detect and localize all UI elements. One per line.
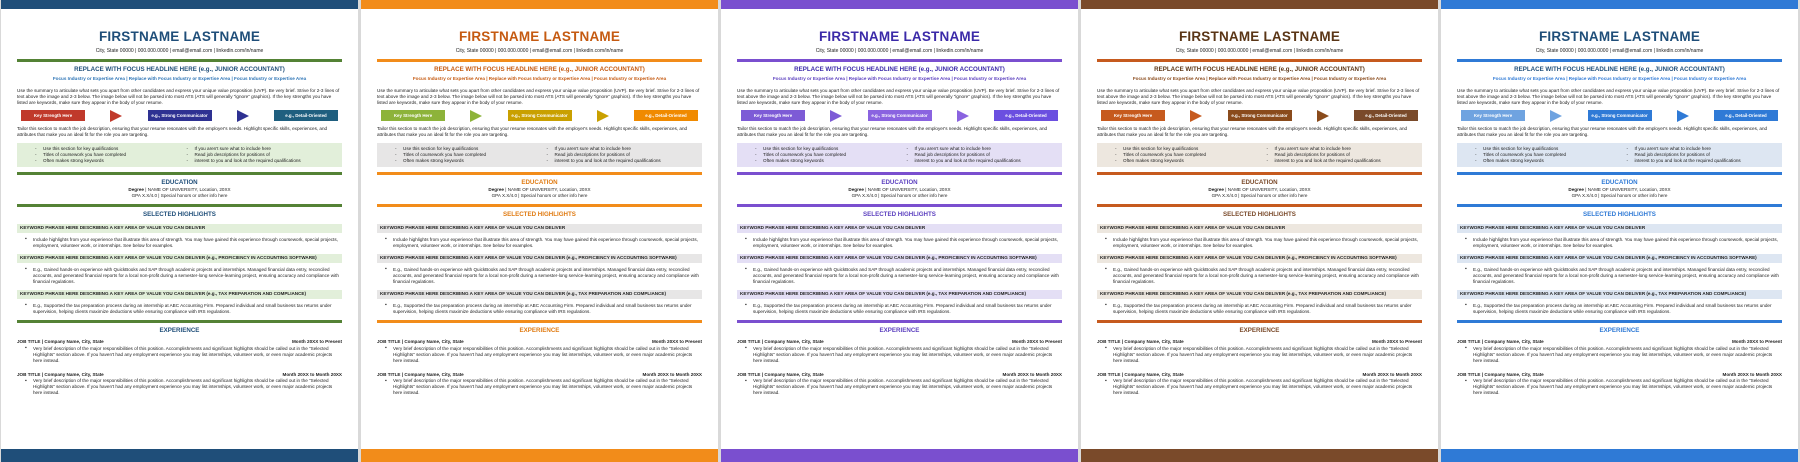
job-title: JOB TITLE | Company Name, City, State bbox=[1457, 338, 1544, 344]
job-dates: Month 20XX to Month 20XX bbox=[1722, 371, 1782, 377]
job-dates: Month 20XX to Present bbox=[291, 338, 342, 344]
strength-chip: e.g., Detail-Oriented bbox=[994, 110, 1058, 121]
gpa-line: GPA X.X/4.0 | Special honors or other info here bbox=[851, 192, 948, 198]
gpa-line: GPA X.X/4.0 | Special honors or other info here bbox=[1571, 192, 1668, 198]
highlight-bullet: ▪ E.g., Gained hands-on experience with QuickBooks and SAP through academic projects and internships. Managed financial data entry, reconciled accounts, and generated financial reports for a local non-profit during a semester-long service-learning project, ensuring accuracy and compliance with financial regulations. bbox=[17, 267, 342, 285]
focus-subheadline: Focus Industry or Expertise Area | Replace with Focus Industry or Expertise Area | Focus Industry or Expertise Area bbox=[1132, 76, 1387, 82]
strength-chip: e.g., Strong Communicator bbox=[508, 110, 572, 121]
bottom-color-bar bbox=[1, 449, 358, 462]
experience-title: EXPERIENCE bbox=[159, 326, 200, 334]
list-item: - Use this section for key qualifications bbox=[1475, 146, 1613, 152]
experience-title: EXPERIENCE bbox=[519, 326, 560, 334]
keywords-right-list bbox=[907, 146, 1045, 164]
job-header bbox=[737, 372, 1062, 378]
list-item: - Use this section for key qualifications bbox=[755, 146, 893, 152]
job-title: JOB TITLE | Company Name, City, State bbox=[1457, 371, 1544, 377]
job-dates: Month 20XX to Month 20XX bbox=[1002, 371, 1062, 377]
arrow-right-icon bbox=[110, 110, 122, 122]
job-dates: Month 20XX to Present bbox=[1371, 338, 1422, 344]
degree-label: Degree bbox=[1208, 186, 1224, 192]
arrow-right-icon bbox=[237, 110, 249, 122]
divider bbox=[1097, 320, 1422, 323]
keywords-box bbox=[1097, 143, 1422, 167]
job-description: ▪ Very brief description of the major responsibilities of this position. Accomplishments and significant highlights should be called out in the "Selected Highlights" section above. If you haven't had any employment experience you may list internships, volunteer work, or even major academic projects here instead. bbox=[377, 378, 702, 396]
job-header bbox=[737, 339, 1062, 345]
summary-text: Use the summary to articulate what sets you apart from other candidates and express your unique value proposition (UVP). Be very brief. Strive for 2-3 lines of text above the image and 2-3 below. The image below will not be parsed into most ATS (ATS will generally "ignore" graphics). If the key strengths you have listed are keywords, make sure they appear in the body of your resume. bbox=[1457, 88, 1780, 106]
top-color-bar bbox=[1, 0, 358, 9]
keyword-phrase: KEYWORD PHRASE HERE DESCRIBING A KEY AREA OF VALUE YOU CAN DELIVER (e.g., PROFICIENCY IN ACCOUNTING SOFTWARE) bbox=[737, 254, 1062, 263]
keyword-phrase: KEYWORD PHRASE HERE DESCRIBING A KEY AREA OF VALUE YOU CAN DELIVER (e.g., PROFICIENCY IN ACCOUNTING SOFTWARE) bbox=[1457, 254, 1782, 263]
education-title: EDUCATION bbox=[1241, 178, 1278, 186]
divider bbox=[377, 204, 702, 207]
keyword-phrase: KEYWORD PHRASE HERE DESCRIBING A KEY AREA OF VALUE YOU CAN DELIVER (e.g., PROFICIENCY IN ACCOUNTING SOFTWARE) bbox=[1097, 254, 1422, 263]
keywords-box bbox=[17, 143, 342, 167]
job-description: ▪ Very brief description of the major responsibilities of this position. Accomplishments and significant highlights should be called out in the "Selected Highlights" section above. If you haven't had any employment experience you may list internships, volunteer work, or even major academic projects here instead. bbox=[1097, 378, 1422, 396]
keywords-right-list bbox=[547, 146, 685, 164]
strength-chip: Key Strength Here bbox=[381, 110, 445, 121]
degree-label: Degree bbox=[488, 186, 504, 192]
job-header bbox=[1457, 372, 1782, 378]
job-description: ▪ Very brief description of the major responsibilities of this position. Accomplishments and significant highlights should be called out in the "Selected Highlights" section above. If you haven't had any employment experience you may list internships, volunteer work, or even major academic projects here instead. bbox=[1457, 346, 1782, 364]
job-header bbox=[17, 339, 342, 345]
divider bbox=[737, 59, 1062, 62]
focus-headline: REPLACE WITH FOCUS HEADLINE HERE (e.g., JUNIOR ACCOUNTANT) bbox=[1154, 66, 1365, 74]
list-item: - If you aren't sure what to include here bbox=[1627, 146, 1765, 152]
focus-headline: REPLACE WITH FOCUS HEADLINE HERE (e.g., JUNIOR ACCOUNTANT) bbox=[434, 66, 645, 74]
job-dates: Month 20XX to Present bbox=[1011, 338, 1062, 344]
job-header bbox=[377, 339, 702, 345]
strength-chip: Key Strength Here bbox=[21, 110, 85, 121]
highlights-title: SELECTED HIGHLIGHTS bbox=[1583, 210, 1656, 218]
list-item: - Often makes strong keywords bbox=[1115, 158, 1253, 164]
keywords-left-list bbox=[395, 146, 533, 164]
job-header bbox=[1097, 372, 1422, 378]
degree-detail: | NAME OF UNIVERSITY, Location, 20XX bbox=[143, 186, 231, 192]
experience-title: EXPERIENCE bbox=[1599, 326, 1640, 334]
key-strengths-graphic bbox=[741, 110, 1058, 122]
key-strengths-graphic bbox=[1461, 110, 1778, 122]
list-item: - interest to you and look at the required qualifications bbox=[1627, 158, 1765, 164]
list-item: - interest to you and look at the required qualifications bbox=[907, 158, 1045, 164]
focus-headline: REPLACE WITH FOCUS HEADLINE HERE (e.g., JUNIOR ACCOUNTANT) bbox=[74, 66, 285, 74]
divider bbox=[17, 320, 342, 323]
job-title: JOB TITLE | Company Name, City, State bbox=[377, 371, 464, 377]
highlight-bullet: ▪ E.g., Gained hands-on experience with QuickBooks and SAP through academic projects and internships. Managed financial data entry, reconciled accounts, and generated financial reports for a local non-profit during a semester-long service-learning project, ensuring accuracy and compliance with financial regulations. bbox=[1097, 267, 1422, 285]
tailor-text: Tailor this section to match the job description, ensuring that your resume resonates with the employer's needs. Highlight specific skills, experiences, and attributes that make you an ideal fit for the role you are targeting. bbox=[17, 125, 328, 137]
arrow-right-icon bbox=[1677, 110, 1689, 122]
list-item: - If you aren't sure what to include here bbox=[907, 146, 1045, 152]
degree-label: Degree bbox=[848, 186, 864, 192]
tailor-text: Tailor this section to match the job description, ensuring that your resume resonates with the employer's needs. Highlight specific skills, experiences, and attributes that make you an ideal fit for the role you are targeting. bbox=[737, 125, 1048, 137]
focus-subheadline: Focus Industry or Expertise Area | Replace with Focus Industry or Expertise Area | Focus Industry or Expertise Area bbox=[1492, 76, 1747, 82]
job-title: JOB TITLE | Company Name, City, State bbox=[377, 338, 464, 344]
divider bbox=[17, 204, 342, 207]
tailor-text: Tailor this section to match the job description, ensuring that your resume resonates with the employer's needs. Highlight specific skills, experiences, and attributes that make you an ideal fit for the role you are targeting. bbox=[1457, 125, 1768, 137]
highlight-bullet: ▪ Include highlights from your experience that illustrate this area of strength. You may have gained this experience through coursework, special projects, employment, volunteer work, or internships. See below for examples. bbox=[737, 237, 1062, 249]
job-description: ▪ Very brief description of the major responsibilities of this position. Accomplishments and significant highlights should be called out in the "Selected Highlights" section above. If you haven't had any employment experience you may list internships, volunteer work, or even major academic projects here instead. bbox=[1457, 378, 1782, 396]
job-description: ▪ Very brief description of the major responsibilities of this position. Accomplishments and significant highlights should be called out in the "Selected Highlights" section above. If you haven't had any employment experience you may list internships, volunteer work, or even major academic projects here instead. bbox=[17, 378, 342, 396]
education-title: EDUCATION bbox=[1601, 178, 1638, 186]
keywords-right-list bbox=[1267, 146, 1405, 164]
job-title: JOB TITLE | Company Name, City, State bbox=[1097, 371, 1184, 377]
list-item: - Titles of coursework you have completed bbox=[1115, 152, 1253, 158]
highlight-bullet: ▪ E.g., Supported the tax preparation process during an internship at ABC Accounting Firm. Prepared individual and small business tax returns under supervision, helping clients maximize deductions while ensuring compliance with IRS regulations. bbox=[1457, 303, 1782, 315]
list-item: - Use this section for key qualifications bbox=[395, 146, 533, 152]
contact-line: City, State 00000 | 000.000.0000 | email@email.com | linkedin.com/in/name bbox=[1175, 47, 1344, 54]
job-description: ▪ Very brief description of the major responsibilities of this position. Accomplishments and significant highlights should be called out in the "Selected Highlights" section above. If you haven't had any employment experience you may list internships, volunteer work, or even major academic projects here instead. bbox=[737, 346, 1062, 364]
strength-chip: e.g., Strong Communicator bbox=[148, 110, 212, 121]
candidate-name: FIRSTNAME LASTNAME bbox=[458, 29, 621, 44]
degree-label: Degree bbox=[1568, 186, 1584, 192]
divider bbox=[737, 204, 1062, 207]
strength-chip: Key Strength Here bbox=[1461, 110, 1525, 121]
list-item: - Titles of coursework you have completed bbox=[35, 152, 173, 158]
strength-chip: e.g., Strong Communicator bbox=[1588, 110, 1652, 121]
highlight-bullet: ▪ Include highlights from your experience that illustrate this area of strength. You may have gained this experience through coursework, special projects, employment, volunteer work, or internships. See below for examples. bbox=[17, 237, 342, 249]
bottom-color-bar bbox=[1441, 449, 1798, 462]
summary-text: Use the summary to articulate what sets you apart from other candidates and express your unique value proposition (UVP). Be very brief. Strive for 2-3 lines of text above the image and 2-3 below. The image below will not be parsed into most ATS (ATS will generally "ignore" graphics). If the key strengths you have listed are keywords, make sure they appear in the body of your resume. bbox=[377, 88, 700, 106]
summary-text: Use the summary to articulate what sets you apart from other candidates and express your unique value proposition (UVP). Be very brief. Strive for 2-3 lines of text above the image and 2-3 below. The image below will not be parsed into most ATS (ATS will generally "ignore" graphics). If the key strengths you have listed are keywords, make sure they appear in the body of your resume. bbox=[1097, 88, 1420, 106]
strength-chip: e.g., Strong Communicator bbox=[1228, 110, 1292, 121]
resume-page bbox=[361, 0, 718, 462]
divider bbox=[377, 59, 702, 62]
arrow-right-icon bbox=[470, 110, 482, 122]
focus-headline: REPLACE WITH FOCUS HEADLINE HERE (e.g., JUNIOR ACCOUNTANT) bbox=[794, 66, 1005, 74]
top-color-bar bbox=[361, 0, 718, 9]
job-title: JOB TITLE | Company Name, City, State bbox=[737, 338, 824, 344]
job-dates: Month 20XX to Month 20XX bbox=[642, 371, 702, 377]
list-item: - interest to you and look at the required qualifications bbox=[187, 158, 325, 164]
job-header bbox=[17, 372, 342, 378]
job-header bbox=[377, 372, 702, 378]
highlight-bullet: ▪ E.g., Gained hands-on experience with QuickBooks and SAP through academic projects and internships. Managed financial data entry, reconciled accounts, and generated financial reports for a local non-profit during a semester-long service-learning project, ensuring accuracy and compliance with financial regulations. bbox=[377, 267, 702, 285]
resume-page bbox=[1441, 0, 1798, 462]
resume-page bbox=[721, 0, 1078, 462]
degree-detail: | NAME OF UNIVERSITY, Location, 20XX bbox=[1583, 186, 1671, 192]
keywords-box bbox=[737, 143, 1062, 167]
keywords-right-list bbox=[1627, 146, 1765, 164]
divider bbox=[737, 320, 1062, 323]
divider bbox=[377, 320, 702, 323]
top-color-bar bbox=[1081, 0, 1438, 9]
arrow-right-icon bbox=[597, 110, 609, 122]
summary-text: Use the summary to articulate what sets you apart from other candidates and express your unique value proposition (UVP). Be very brief. Strive for 2-3 lines of text above the image and 2-3 below. The image below will not be parsed into most ATS (ATS will generally "ignore" graphics). If the key strengths you have listed are keywords, make sure they appear in the body of your resume. bbox=[17, 88, 340, 106]
arrow-right-icon bbox=[1550, 110, 1562, 122]
list-item: - If you aren't sure what to include here bbox=[1267, 146, 1405, 152]
arrow-right-icon bbox=[1317, 110, 1329, 122]
list-item: - interest to you and look at the required qualifications bbox=[547, 158, 685, 164]
keyword-phrase: KEYWORD PHRASE HERE DESCRIBING A KEY AREA OF VALUE YOU CAN DELIVER (e.g., TAX PREPARATION AND COMPLIANCE) bbox=[17, 290, 342, 299]
strength-chip: e.g., Detail-Oriented bbox=[634, 110, 698, 121]
keyword-phrase: KEYWORD PHRASE HERE DESCRIBING A KEY AREA OF VALUE YOU CAN DELIVER (e.g., PROFICIENCY IN ACCOUNTING SOFTWARE) bbox=[17, 254, 342, 263]
candidate-name: FIRSTNAME LASTNAME bbox=[1538, 29, 1701, 44]
gpa-line: GPA X.X/4.0 | Special honors or other info here bbox=[491, 192, 588, 198]
top-color-bar bbox=[721, 0, 1078, 9]
top-color-bar bbox=[1441, 0, 1798, 9]
job-header bbox=[1457, 339, 1782, 345]
contact-line: City, State 00000 | 000.000.0000 | email@email.com | linkedin.com/in/name bbox=[95, 47, 264, 54]
summary-text: Use the summary to articulate what sets you apart from other candidates and express your unique value proposition (UVP). Be very brief. Strive for 2-3 lines of text above the image and 2-3 below. The image below will not be parsed into most ATS (ATS will generally "ignore" graphics). If the key strengths you have listed are keywords, make sure they appear in the body of your resume. bbox=[737, 88, 1060, 106]
education-title: EDUCATION bbox=[521, 178, 558, 186]
focus-headline: REPLACE WITH FOCUS HEADLINE HERE (e.g., JUNIOR ACCOUNTANT) bbox=[1514, 66, 1725, 74]
job-dates: Month 20XX to Present bbox=[651, 338, 702, 344]
job-header bbox=[1097, 339, 1422, 345]
list-item: - Often makes strong keywords bbox=[755, 158, 893, 164]
divider bbox=[1457, 204, 1782, 207]
strength-chip: Key Strength Here bbox=[1101, 110, 1165, 121]
keywords-right-list bbox=[187, 146, 325, 164]
resume-page bbox=[1081, 0, 1438, 462]
list-item: - Read job descriptions for positions of bbox=[547, 152, 685, 158]
divider bbox=[17, 59, 342, 62]
divider bbox=[377, 172, 702, 175]
job-title: JOB TITLE | Company Name, City, State bbox=[737, 371, 824, 377]
keywords-box bbox=[1457, 143, 1782, 167]
bottom-color-bar bbox=[361, 449, 718, 462]
keyword-phrase: KEYWORD PHRASE HERE DESCRIBING A KEY AREA OF VALUE YOU CAN DELIVER (e.g., PROFICIENCY IN ACCOUNTING SOFTWARE) bbox=[377, 254, 702, 263]
tailor-text: Tailor this section to match the job description, ensuring that your resume resonates with the employer's needs. Highlight specific skills, experiences, and attributes that make you an ideal fit for the role you are targeting. bbox=[1097, 125, 1408, 137]
strength-chip: e.g., Detail-Oriented bbox=[1714, 110, 1778, 121]
highlights-title: SELECTED HIGHLIGHTS bbox=[1223, 210, 1296, 218]
arrow-right-icon bbox=[957, 110, 969, 122]
experience-title: EXPERIENCE bbox=[879, 326, 920, 334]
job-dates: Month 20XX to Present bbox=[1731, 338, 1782, 344]
contact-line: City, State 00000 | 000.000.0000 | email@email.com | linkedin.com/in/name bbox=[1535, 47, 1704, 54]
keyword-phrase: KEYWORD PHRASE HERE DESCRIBING A KEY AREA OF VALUE YOU CAN DELIVER (e.g., TAX PREPARATION AND COMPLIANCE) bbox=[1097, 290, 1422, 299]
highlight-bullet: ▪ Include highlights from your experience that illustrate this area of strength. You may have gained this experience through coursework, special projects, employment, volunteer work, or internships. See below for examples. bbox=[1457, 237, 1782, 249]
job-title: JOB TITLE | Company Name, City, State bbox=[17, 371, 104, 377]
education-title: EDUCATION bbox=[881, 178, 918, 186]
divider bbox=[17, 172, 342, 175]
arrow-right-icon bbox=[1190, 110, 1202, 122]
candidate-name: FIRSTNAME LASTNAME bbox=[818, 29, 981, 44]
list-item: - If you aren't sure what to include here bbox=[187, 146, 325, 152]
job-description: ▪ Very brief description of the major responsibilities of this position. Accomplishments and significant highlights should be called out in the "Selected Highlights" section above. If you haven't had any employment experience you may list internships, volunteer work, or even major academic projects here instead. bbox=[1097, 346, 1422, 364]
highlights-title: SELECTED HIGHLIGHTS bbox=[503, 210, 576, 218]
divider bbox=[1457, 320, 1782, 323]
keyword-phrase: KEYWORD PHRASE HERE DESCRIBING A KEY AREA OF VALUE YOU CAN DELIVER (e.g., TAX PREPARATION AND COMPLIANCE) bbox=[1457, 290, 1782, 299]
key-strengths-graphic bbox=[1101, 110, 1418, 122]
gpa-line: GPA X.X/4.0 | Special honors or other info here bbox=[131, 192, 228, 198]
list-item: - Titles of coursework you have completed bbox=[395, 152, 533, 158]
list-item: - Read job descriptions for positions of bbox=[907, 152, 1045, 158]
candidate-name: FIRSTNAME LASTNAME bbox=[1178, 29, 1341, 44]
bottom-color-bar bbox=[1081, 449, 1438, 462]
strength-chip: e.g., Detail-Oriented bbox=[274, 110, 338, 121]
list-item: - Titles of coursework you have completed bbox=[755, 152, 893, 158]
highlight-bullet: ▪ Include highlights from your experience that illustrate this area of strength. You may have gained this experience through coursework, special projects, employment, volunteer work, or internships. See below for examples. bbox=[377, 237, 702, 249]
keyword-phrase: KEYWORD PHRASE HERE DESCRIBING A KEY AREA OF VALUE YOU CAN DELIVER bbox=[1097, 224, 1422, 233]
divider bbox=[1097, 172, 1422, 175]
bottom-color-bar bbox=[721, 449, 1078, 462]
divider bbox=[737, 172, 1062, 175]
highlight-bullet: ▪ E.g., Supported the tax preparation process during an internship at ABC Accounting Firm. Prepared individual and small business tax returns under supervision, helping clients maximize deductions while ensuring compliance with IRS regulations. bbox=[737, 303, 1062, 315]
list-item: - Read job descriptions for positions of bbox=[1627, 152, 1765, 158]
keyword-phrase: KEYWORD PHRASE HERE DESCRIBING A KEY AREA OF VALUE YOU CAN DELIVER bbox=[1457, 224, 1782, 233]
job-description: ▪ Very brief description of the major responsibilities of this position. Accomplishments and significant highlights should be called out in the "Selected Highlights" section above. If you haven't had any employment experience you may list internships, volunteer work, or even major academic projects here instead. bbox=[17, 346, 342, 364]
highlight-bullet: ▪ Include highlights from your experience that illustrate this area of strength. You may have gained this experience through coursework, special projects, employment, volunteer work, or internships. See below for examples. bbox=[1097, 237, 1422, 249]
list-item: - Often makes strong keywords bbox=[1475, 158, 1613, 164]
focus-subheadline: Focus Industry or Expertise Area | Replace with Focus Industry or Expertise Area | Focus Industry or Expertise Area bbox=[52, 76, 307, 82]
degree-label: Degree bbox=[128, 186, 144, 192]
tailor-text: Tailor this section to match the job description, ensuring that your resume resonates with the employer's needs. Highlight specific skills, experiences, and attributes that make you an ideal fit for the role you are targeting. bbox=[377, 125, 688, 137]
highlights-title: SELECTED HIGHLIGHTS bbox=[143, 210, 216, 218]
job-description: ▪ Very brief description of the major responsibilities of this position. Accomplishments and significant highlights should be called out in the "Selected Highlights" section above. If you haven't had any employment experience you may list internships, volunteer work, or even major academic projects here instead. bbox=[377, 346, 702, 364]
list-item: - Read job descriptions for positions of bbox=[1267, 152, 1405, 158]
highlight-bullet: ▪ E.g., Supported the tax preparation process during an internship at ABC Accounting Firm. Prepared individual and small business tax returns under supervision, helping clients maximize deductions while ensuring compliance with IRS regulations. bbox=[1097, 303, 1422, 315]
highlight-bullet: ▪ E.g., Supported the tax preparation process during an internship at ABC Accounting Firm. Prepared individual and small business tax returns under supervision, helping clients maximize deductions while ensuring compliance with IRS regulations. bbox=[17, 303, 342, 315]
list-item: - interest to you and look at the required qualifications bbox=[1267, 158, 1405, 164]
contact-line: City, State 00000 | 000.000.0000 | email@email.com | linkedin.com/in/name bbox=[455, 47, 624, 54]
job-dates: Month 20XX to Month 20XX bbox=[1362, 371, 1422, 377]
experience-title: EXPERIENCE bbox=[1239, 326, 1280, 334]
keywords-left-list bbox=[1475, 146, 1613, 164]
degree-detail: | NAME OF UNIVERSITY, Location, 20XX bbox=[503, 186, 591, 192]
keyword-phrase: KEYWORD PHRASE HERE DESCRIBING A KEY AREA OF VALUE YOU CAN DELIVER bbox=[377, 224, 702, 233]
key-strengths-graphic bbox=[21, 110, 338, 122]
keywords-box bbox=[377, 143, 702, 167]
focus-subheadline: Focus Industry or Expertise Area | Replace with Focus Industry or Expertise Area | Focus Industry or Expertise Area bbox=[412, 76, 667, 82]
list-item: - Read job descriptions for positions of bbox=[187, 152, 325, 158]
degree-detail: | NAME OF UNIVERSITY, Location, 20XX bbox=[1223, 186, 1311, 192]
list-item: - Use this section for key qualifications bbox=[35, 146, 173, 152]
divider bbox=[1097, 59, 1422, 62]
keyword-phrase: KEYWORD PHRASE HERE DESCRIBING A KEY AREA OF VALUE YOU CAN DELIVER (e.g., TAX PREPARATION AND COMPLIANCE) bbox=[377, 290, 702, 299]
keywords-left-list bbox=[35, 146, 173, 164]
job-description: ▪ Very brief description of the major responsibilities of this position. Accomplishments and significant highlights should be called out in the "Selected Highlights" section above. If you haven't had any employment experience you may list internships, volunteer work, or even major academic projects here instead. bbox=[737, 378, 1062, 396]
list-item: - Titles of coursework you have completed bbox=[1475, 152, 1613, 158]
divider bbox=[1457, 172, 1782, 175]
education-title: EDUCATION bbox=[161, 178, 198, 186]
keyword-phrase: KEYWORD PHRASE HERE DESCRIBING A KEY AREA OF VALUE YOU CAN DELIVER bbox=[17, 224, 342, 233]
contact-line: City, State 00000 | 000.000.0000 | email@email.com | linkedin.com/in/name bbox=[815, 47, 984, 54]
job-title: JOB TITLE | Company Name, City, State bbox=[17, 338, 104, 344]
list-item: - Use this section for key qualifications bbox=[1115, 146, 1253, 152]
strength-chip: Key Strength Here bbox=[741, 110, 805, 121]
divider bbox=[1097, 204, 1422, 207]
arrow-right-icon bbox=[830, 110, 842, 122]
highlight-bullet: ▪ E.g., Gained hands-on experience with QuickBooks and SAP through academic projects and internships. Managed financial data entry, reconciled accounts, and generated financial reports for a local non-profit during a semester-long service-learning project, ensuring accuracy and compliance with financial regulations. bbox=[737, 267, 1062, 285]
job-title: JOB TITLE | Company Name, City, State bbox=[1097, 338, 1184, 344]
job-dates: Month 20XX to Month 20XX bbox=[282, 371, 342, 377]
list-item: - If you aren't sure what to include here bbox=[547, 146, 685, 152]
degree-detail: | NAME OF UNIVERSITY, Location, 20XX bbox=[863, 186, 951, 192]
keywords-left-list bbox=[1115, 146, 1253, 164]
resume-page bbox=[1, 0, 358, 462]
divider bbox=[1457, 59, 1782, 62]
key-strengths-graphic bbox=[381, 110, 698, 122]
strength-chip: e.g., Detail-Oriented bbox=[1354, 110, 1418, 121]
list-item: - Often makes strong keywords bbox=[395, 158, 533, 164]
highlight-bullet: ▪ E.g., Gained hands-on experience with QuickBooks and SAP through academic projects and internships. Managed financial data entry, reconciled accounts, and generated financial reports for a local non-profit during a semester-long service-learning project, ensuring accuracy and compliance with financial regulations. bbox=[1457, 267, 1782, 285]
strength-chip: e.g., Strong Communicator bbox=[868, 110, 932, 121]
keyword-phrase: KEYWORD PHRASE HERE DESCRIBING A KEY AREA OF VALUE YOU CAN DELIVER (e.g., TAX PREPARATION AND COMPLIANCE) bbox=[737, 290, 1062, 299]
gpa-line: GPA X.X/4.0 | Special honors or other info here bbox=[1211, 192, 1308, 198]
highlight-bullet: ▪ E.g., Supported the tax preparation process during an internship at ABC Accounting Firm. Prepared individual and small business tax returns under supervision, helping clients maximize deductions while ensuring compliance with IRS regulations. bbox=[377, 303, 702, 315]
keywords-left-list bbox=[755, 146, 893, 164]
keyword-phrase: KEYWORD PHRASE HERE DESCRIBING A KEY AREA OF VALUE YOU CAN DELIVER bbox=[737, 224, 1062, 233]
highlights-title: SELECTED HIGHLIGHTS bbox=[863, 210, 936, 218]
focus-subheadline: Focus Industry or Expertise Area | Replace with Focus Industry or Expertise Area | Focus Industry or Expertise Area bbox=[772, 76, 1027, 82]
list-item: - Often makes strong keywords bbox=[35, 158, 173, 164]
candidate-name: FIRSTNAME LASTNAME bbox=[98, 29, 261, 44]
